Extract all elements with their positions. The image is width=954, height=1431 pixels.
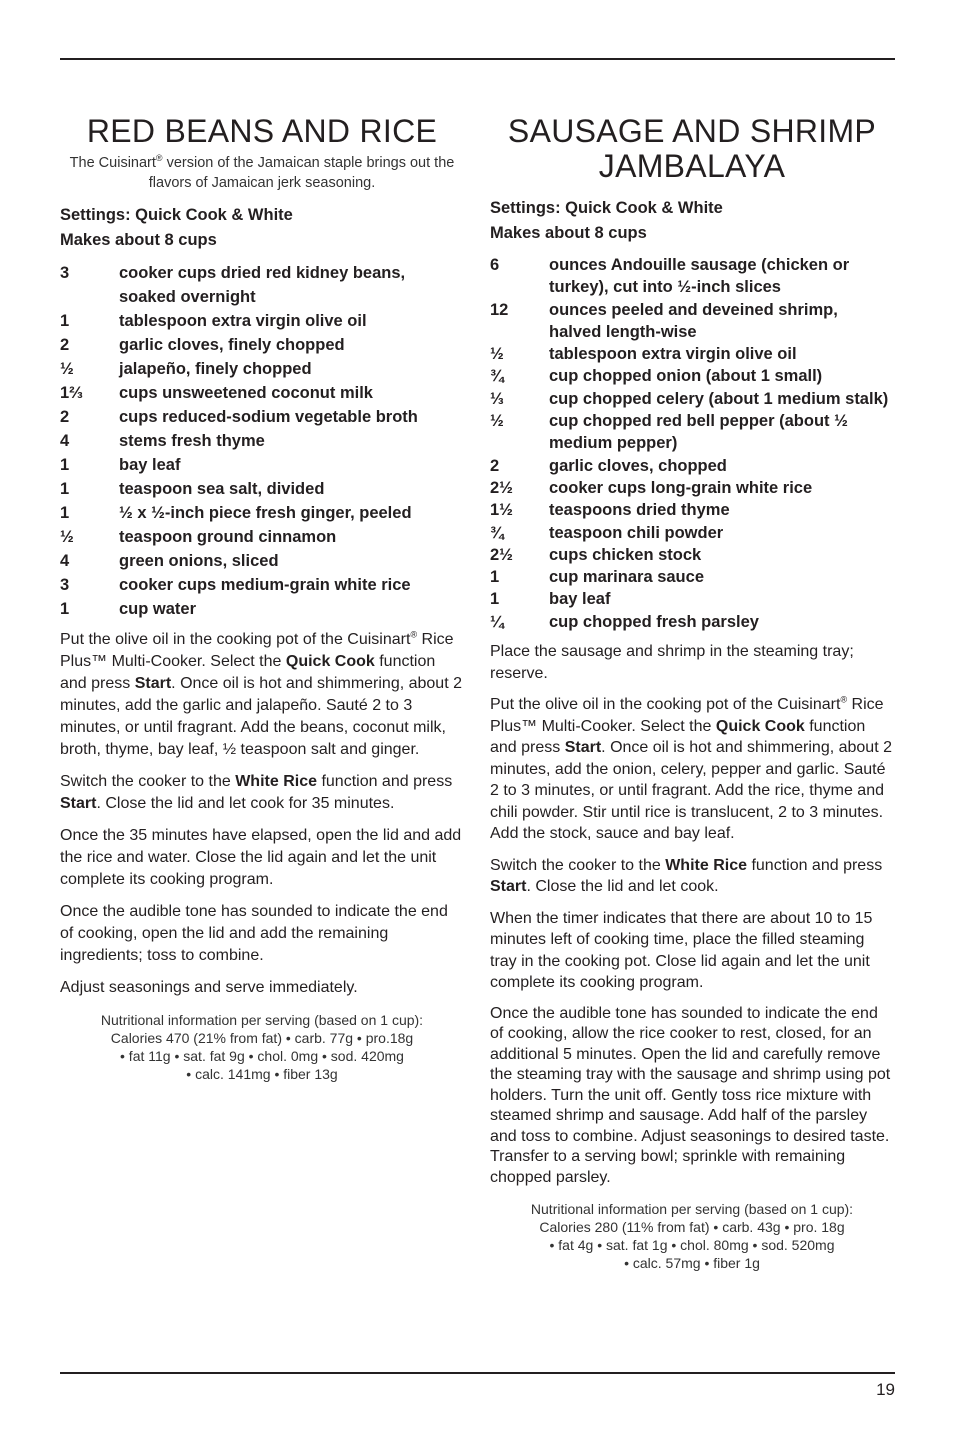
ingredient-item: ½ tablespoon extra virgin olive oil	[490, 345, 797, 364]
ingredient-item: ¾ teaspoon chili powder	[490, 523, 724, 542]
bottom-rule	[60, 1372, 895, 1374]
ingredient-item: 1⅔ cups unsweetened coconut milk	[60, 384, 373, 402]
nutrition-info: Nutritional information per serving (based on 1 cup): Calories 470 (21% from fat) • carb. 77g • pro.18g • fat 11g • sat. fat 9g • chol. 0mg • sod. 420mg • calc. 141mg • fiber 13g	[100, 1012, 424, 1082]
ingredient-item: 1 teaspoon sea salt, divided	[60, 480, 325, 498]
ingredient-item: 6 ounces Andouille sausage (chicken or turkey), cut into ½-inch slices	[490, 256, 850, 297]
ingredient-item: ⅓ cup chopped celery (about 1 medium stalk)	[490, 389, 889, 408]
instruction-step: Put the olive oil in the cooking pot of the Cuisinart® Rice Plus™ Multi-Cooker. Select the Quick Cook function and press Start. Once oil is hot and shimmering, about 2 minutes, add the onion, celery, pepper and garlic. Sauté 2 to 3 minutes, or until fragrant. Add the rice, thyme and chili powder. Stir until rice is translucent, 2 to 3 minutes. Add the stock, sauce and bay leaf.	[490, 694, 892, 843]
settings-line: Settings: Quick Cook & White	[60, 206, 293, 224]
recipe-intro: The Cuisinart® version of the Jamaican staple brings out the flavors of Jamaican jerk seasoning.	[69, 153, 455, 191]
ingredient-item: 2½ cups chicken stock	[490, 545, 702, 564]
ingredient-list	[490, 254, 894, 633]
nutrition-info: Nutritional information per serving (based on 1 cup): Calories 280 (11% from fat) • carb. 43g • pro. 18g • fat 4g • sat. fat 1g • chol. 80mg • sod. 520mg • calc. 57mg • fiber 1g	[530, 1201, 854, 1272]
instruction-step: Put the olive oil in the cooking pot of the Cuisinart® Rice Plus™ Multi-Cooker. Select the Quick Cook function and press Start. Once oil is hot and shimmering, about 2 minutes, add the garlic and jalapeño. Sauté 2 to 3 minutes, or until fragrant. Add the beans, coconut milk, broth, thyme, bay leaf, ½ teaspoon salt and ginger.	[60, 629, 462, 758]
page-number: 19	[876, 1380, 895, 1399]
instruction-step: When the timer indicates that there are about 10 to 15 minutes left of cooking time, place the filled steaming tray in the cooking pot. Close lid again and let the unit complete its cooking program.	[490, 909, 873, 992]
ingredient-item: 1 bay leaf	[60, 456, 181, 474]
instruction-step: Once the 35 minutes have elapsed, open the lid and add the rice and water. Close the lid again and let the unit complete its cooking program.	[60, 827, 462, 888]
ingredient-item: 1 tablespoon extra virgin olive oil	[60, 312, 367, 330]
instruction-step: Switch the cooker to the White Rice function and press Start. Close the lid and let cook for 35 minutes.	[60, 773, 453, 812]
yield-line: Makes about 8 cups	[490, 224, 647, 242]
ingredient-item: 1½ teaspoons dried thyme	[490, 501, 730, 520]
settings-line: Settings: Quick Cook & White	[490, 199, 723, 217]
ingredient-item: 1 cup marinara sauce	[490, 568, 704, 587]
ingredient-item: ¾ cup chopped onion (about 1 small)	[490, 367, 823, 386]
ingredient-item: 2 garlic cloves, chopped	[490, 456, 727, 475]
instruction-step: Switch the cooker to the White Rice function and press Start. Close the lid and let cook.	[490, 856, 883, 896]
recipe-sausage-shrimp-jambalaya	[490, 114, 894, 1272]
yield-line: Makes about 8 cups	[60, 231, 217, 249]
recipe-settings	[490, 196, 894, 246]
recipe-red-beans-and-rice	[60, 114, 464, 1083]
ingredient-item: 3 cooker cups dried red kidney beans, soaked overnight	[60, 264, 406, 306]
ingredient-item: 3 cooker cups medium-grain white rice	[60, 576, 411, 594]
recipe-title: SAUSAGE AND SHRIMP JAMBALAYA	[507, 113, 877, 184]
ingredient-item: 1 bay leaf	[490, 590, 611, 609]
ingredient-item: 2 garlic cloves, finely chopped	[60, 336, 345, 354]
instruction-step: Once the audible tone has sounded to indicate the end of cooking, open the lid and add the remaining ingredients; toss to combine.	[60, 903, 448, 964]
ingredient-item: ½ cup chopped red bell pepper (about ½ medium pepper)	[490, 412, 848, 453]
ingredient-item: 2 cups reduced-sodium vegetable broth	[60, 408, 418, 426]
ingredient-item: 4 stems fresh thyme	[60, 432, 265, 450]
top-rule	[60, 58, 895, 60]
recipe-title: RED BEANS AND RICE	[86, 113, 438, 149]
ingredient-item: 4 green onions, sliced	[60, 552, 279, 570]
recipe-settings	[60, 203, 464, 253]
ingredient-item: ½ teaspoon ground cinnamon	[60, 528, 337, 546]
instruction-step: Once the audible tone has sounded to indicate the end of cooking, allow the rice cooker to rest, closed, for an additional 5 minutes. Open the lid and carefully remove the steaming tray with the sausage and shrimp using pot holders. Turn the unit off. Gently toss rice mixture with steamed shrimp and sausage. Add half of the parsley and toss to combine. Adjust seasonings to desired taste. Transfer to a serving bowl; sprinkle with remaining chopped parsley.	[490, 1004, 891, 1186]
ingredient-item: 2½ cooker cups long-grain white rice	[490, 478, 813, 497]
instruction-step: Place the sausage and shrimp in the steaming tray; reserve.	[490, 643, 854, 682]
ingredient-list	[60, 261, 464, 621]
ingredient-item: 1 cup water	[60, 600, 197, 618]
ingredient-item: 12 ounces peeled and deveined shrimp, halved length-wise	[490, 300, 838, 341]
ingredient-item: 1 ½ x ½-inch piece fresh ginger, peeled	[60, 504, 412, 522]
ingredient-item: ½ jalapeño, finely chopped	[60, 360, 312, 378]
instruction-step: Adjust seasonings and serve immediately.	[60, 979, 358, 996]
ingredient-item: ¼ cup chopped fresh parsley	[490, 612, 759, 631]
